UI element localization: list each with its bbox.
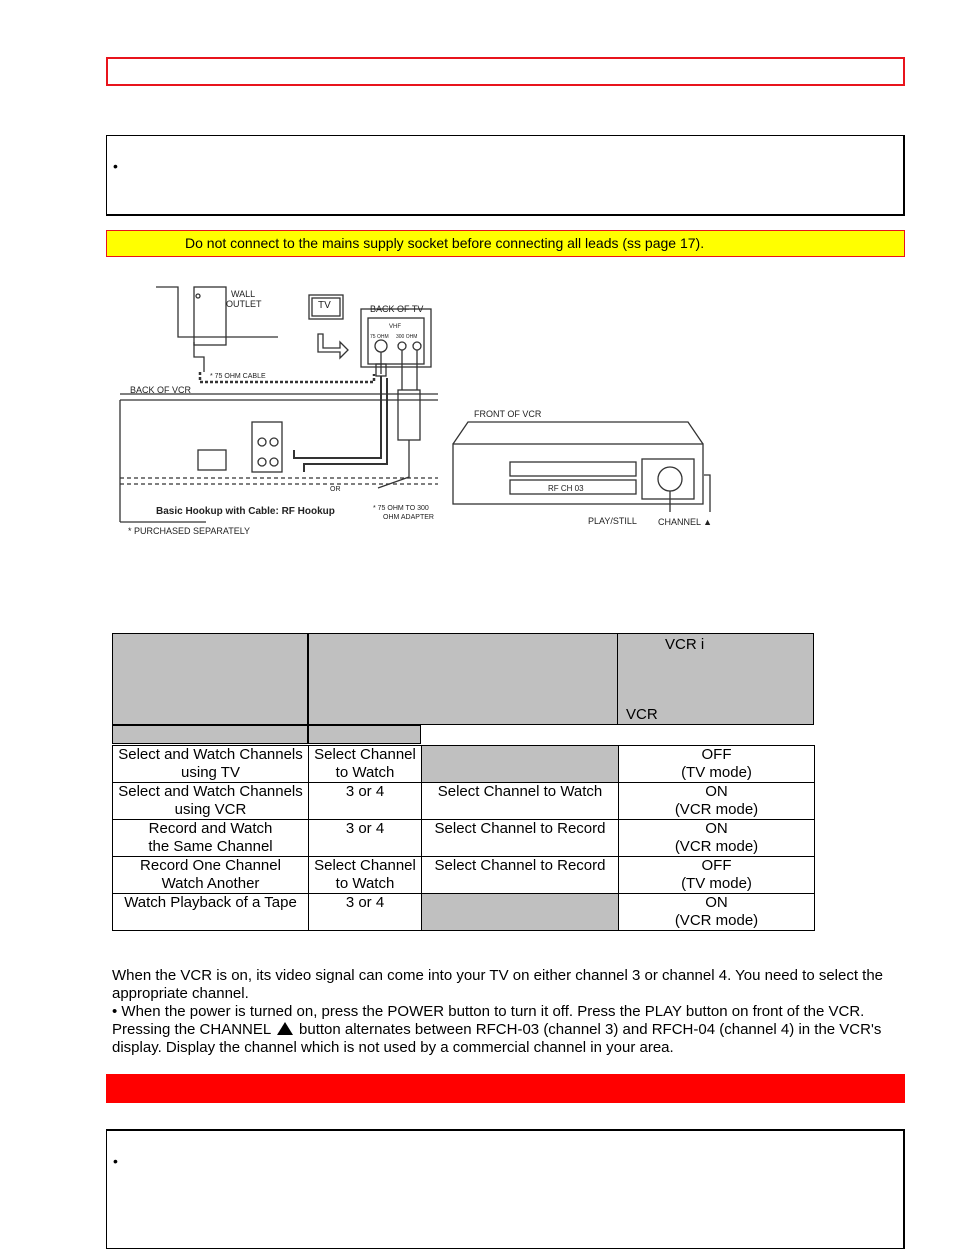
cell-vcr-power: ON (VCR mode) (619, 820, 815, 857)
warning-text: Do not connect to the mains supply socket before connecting all leads (ss page 17). (185, 235, 705, 251)
cell-vcr-setting (422, 894, 619, 931)
table-header-cell-3 (617, 633, 814, 725)
warning-banner (106, 230, 905, 257)
cell-vcr-setting: Select Channel to Record (422, 820, 619, 857)
header-vcr-bottom: VCR (626, 706, 658, 723)
label-adapter-1: * 75 OHM TO 300 (373, 505, 429, 512)
cell-vcr-power: OFF (TV mode) (619, 857, 815, 894)
cell-vcr-power: ON (VCR mode) (619, 783, 815, 820)
cell-tv-setting: 3 or 4 (309, 894, 422, 931)
cell-vcr-power: ON (VCR mode) (619, 894, 815, 931)
instructions-part-2: button alternates between RFCH-03 (channel 3) and RFCH-04 (channel 4) in the VCR's display. Display the channel which is not used by a commercial channel in your area. (112, 1021, 882, 1056)
label-or: OR (330, 486, 341, 493)
header-vcr-top: VCR i (665, 636, 705, 653)
table-row (113, 894, 815, 931)
label-back-of-vcr: BACK OF VCR (130, 385, 192, 395)
cell-vcr-power: OFF (TV mode) (619, 746, 815, 783)
instructions-part-1: • When the power is turned on, press the POWER button to turn it off. Press the PLAY button on front of the VCR. Pressing the CHANNEL (112, 1003, 865, 1038)
section-title-bar (106, 1074, 905, 1103)
cell-vcr-setting: Select Channel to Watch (422, 783, 619, 820)
cell-tv-setting: Select Channel to Watch (309, 746, 422, 783)
label-outlet: OUTLET (226, 299, 262, 309)
label-cable: * 75 OHM CABLE (210, 373, 266, 380)
note-box (106, 135, 905, 216)
section-title-box (106, 57, 905, 86)
label-purchased: * PURCHASED SEPARATELY (128, 526, 251, 536)
hookup-diagram (118, 282, 728, 544)
vcr-display-text: RF CH 03 (548, 484, 584, 493)
table-header-cell-1 (112, 633, 308, 725)
table-row (113, 783, 815, 820)
cell-vcr-setting: Select Channel to Record (422, 857, 619, 894)
label-adapter-2: OHM ADAPTER (383, 514, 434, 521)
channel-settings-table (112, 745, 815, 931)
label-300ohm: 300 OHM (396, 334, 418, 340)
paragraph-instructions (112, 1003, 902, 1057)
bottom-bullet: • (113, 1153, 118, 1169)
cell-vcr-setting (422, 746, 619, 783)
label-back-of-tv: BACK OF TV (370, 304, 424, 314)
cell-tv-setting: 3 or 4 (309, 820, 422, 857)
cell-task: Record One Channel Watch Another (113, 857, 309, 894)
bottom-note-box (106, 1129, 905, 1249)
label-vhf: VHF (389, 324, 401, 330)
label-play-still: PLAY/STILL (588, 516, 637, 526)
label-75ohm: 75 OHM (370, 334, 389, 340)
table-row (113, 746, 815, 783)
table-header-cell-2 (308, 633, 618, 725)
label-tv: TV (318, 300, 331, 311)
cell-task: Watch Playback of a Tape (113, 894, 309, 931)
paragraph-video-signal: When the VCR is on, its video signal can come into your TV on either channel 3 or channel 4. You need to select the appropriate channel. (112, 967, 884, 1002)
label-front-of-vcr: FRONT OF VCR (474, 409, 542, 419)
table-subheader-cell-2 (308, 725, 421, 744)
note-bullet: • (113, 158, 118, 174)
label-wall: WALL (231, 289, 256, 299)
table-subheader-cell-1 (112, 725, 308, 744)
label-channel: CHANNEL ▲ (658, 517, 713, 527)
table-row (113, 857, 815, 894)
diagram-caption: Basic Hookup with Cable: RF Hookup (156, 506, 335, 517)
cell-task: Record and Watch the Same Channel (113, 820, 309, 857)
cell-task: Select and Watch Channels using VCR (113, 783, 309, 820)
triangle-up-icon (277, 1022, 293, 1035)
cell-tv-setting: Select Channel to Watch (309, 857, 422, 894)
cell-tv-setting: 3 or 4 (309, 783, 422, 820)
cell-task: Select and Watch Channels using TV (113, 746, 309, 783)
table-row (113, 820, 815, 857)
